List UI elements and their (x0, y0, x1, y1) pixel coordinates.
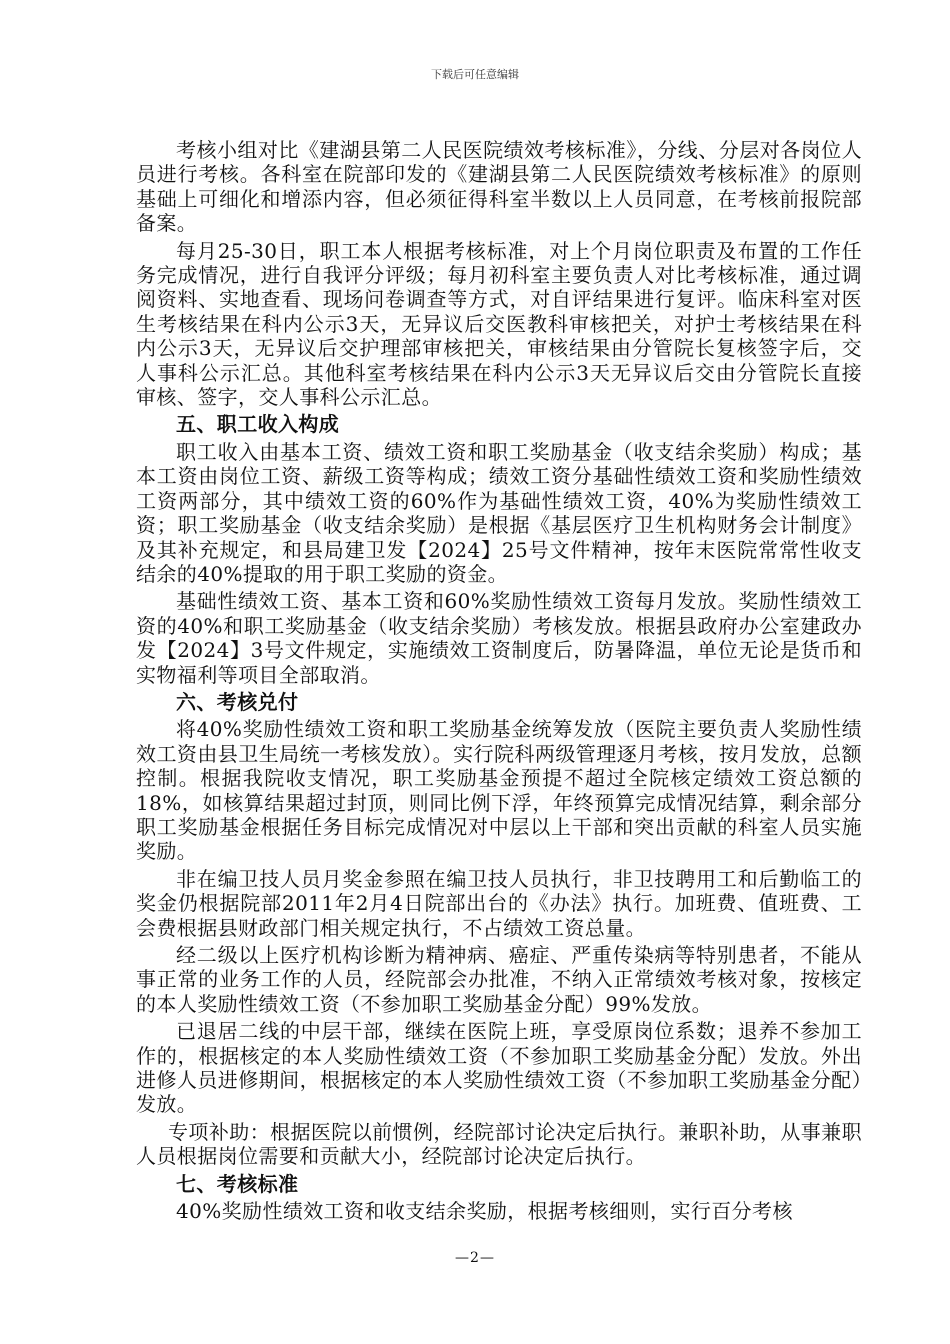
paragraph-payout-rules: 将40%奖励性绩效工资和职工奖励基金统筹发放（医院主要负责人奖励性绩效工资由县卫生局统一考核发放）。实行院科两级管理逐月考核，按月发放，总额控制。根据我院收支情况，职工奖励基金预提不超过全院核定绩效工资总额的18%，如核算结果超过封顶，则同比例下浮，年终预算完成情况结算，剩余部分职工奖励基金根据任务目标完成情况对中层以上干部和突出贡献的科室人员实施奖励。 (136, 717, 862, 864)
paragraph-non-staff: 非在编卫技人员月奖金参照在编卫技人员执行，非卫技聘用工和后勤临工的奖金仍根据院部2011年2月4日院部出台的《办法》执行。加班费、值班费、工会费根据县财政部门相关规定执行，不占绩效工资总量。 (136, 866, 862, 940)
paragraph-monthly-assessment: 每月25-30日，职工本人根据考核标准，对上个月岗位职责及布置的工作任务完成情况，进行自我评分评级；每月初科室主要负责人对比考核标准，通过调阅资料、实地查看、现场问卷调查等方式，对自评结果进行复评。临床科室对医生考核结果在科内公示3天，无异议后交医教科审核把关，对护士考核结果在科内公示3天，无异议后交护理部审核把关，审核结果由分管院长复核签字后，交人事科公示汇总。其他科室考核结果在科内公示3天无异议后交由分管院长直接审核、签字，交人事科公示汇总。 (136, 238, 862, 410)
paragraph-assessment-group: 考核小组对比《建湖县第二人民医院绩效考核标准》，分线、分层对各岗位人员进行考核。各科室在院部印发的《建湖县第二人民医院绩效考核标准》的原则基础上可细化和增添内容，但必须征得科室半数以上人员同意，在考核前报院部备案。 (136, 138, 862, 236)
document-body (136, 138, 862, 1226)
section-heading-payout: 六、考核兑付 (176, 689, 299, 714)
paragraph-retired-cadres: 已退居二线的中层干部，继续在医院上班，享受原岗位系数；退养不参加工作的，根据核定的本人奖励性绩效工资（不参加职工奖励基金分配）发放。外出进修人员进修期间，根据核定的本人奖励性绩效工资（不参加职工奖励基金分配）发放。 (136, 1019, 862, 1117)
section-heading-standards: 七、考核标准 (176, 1171, 299, 1196)
paragraph-monthly-payment: 基础性绩效工资、基本工资和60%奖励性绩效工资每月发放。奖励性绩效工资的40%和职工奖励基金（收支结余奖励）考核发放。根据县政府办公室建政办发【2024】3号文件规定，实施绩效工资制度后，防暑降温，单位无论是货币和实物福利等项目全部取消。 (136, 589, 862, 687)
section-heading-income: 五、职工收入构成 (176, 412, 340, 437)
paragraph-income-composition: 职工收入由基本工资、绩效工资和职工奖励基金（收支结余奖励）构成；基本工资由岗位工资、薪级工资等构成；绩效工资分基础性绩效工资和奖励性绩效工资两部分，其中绩效工资的60%作为基础性绩效工资，40%为奖励性绩效工资；职工奖励基金（收支结余奖励）是根据《基层医疗卫生机构财务会计制度》及其补充规定，和县局建卫发【2024】25号文件精神，按年末医院常常性收支结余的40%提取的用于职工奖励的资金。 (136, 439, 862, 586)
header-note: 下载后可任意编辑 (431, 68, 519, 81)
paragraph-special-patients: 经二级以上医疗机构诊断为精神病、癌症、严重传染病等特别患者，不能从事正常的业务工作的人员，经院部会办批准，不纳入正常绩效考核对象，按核定的本人奖励性绩效工资（不参加职工奖励基金分配）99%发放。 (136, 943, 862, 1016)
paragraph-standards: 40%奖励性绩效工资和收支结余奖励，根据考核细则，实行百分考核 (176, 1199, 793, 1224)
paragraph-special-subsidy: 专项补助：根据医院以前惯例，经院部讨论决定后执行。兼职补助，从事兼职人员根据岗位需要和贡献大小，经院部讨论决定后执行。 (136, 1119, 862, 1169)
page-number: —2— (455, 1250, 495, 1266)
